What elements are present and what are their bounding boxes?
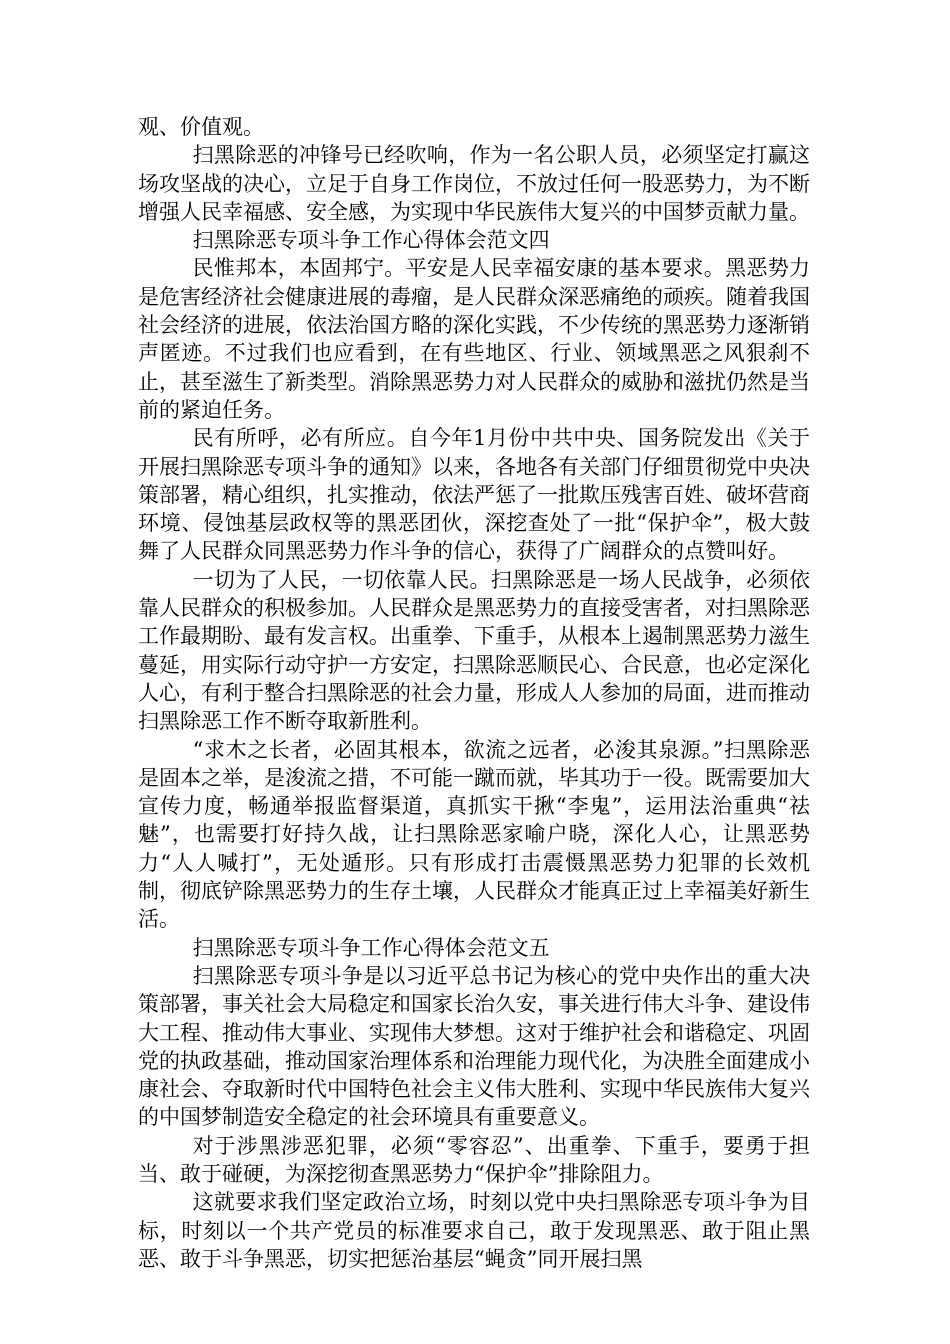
paragraph: 一切为了人民，一切依靠人民。扫黑除恶是一场人民战争，必须依靠人民群众的积极参加。人民群众是黑恶势力的直接受害者，对扫黑除恶工作最期盼、最有发言权。出重拳、下重手，从根本上遏制黑恶势力滋生蔓延，用实际行动守护一方安定，扫黑除恶顺民心、合民意，也必定深化人心，有利于整合扫黑除恶的社会力量，形成人人参加的局面，进而推动扫黑除恶工作不断夺取新胜利。	[138, 567, 810, 734]
paragraph: 扫黑除恶专项斗争是以习近平总书记为核心的党中央作出的重大决策部署，事关社会大局稳定和国家长治久安，事关进行伟大斗争、建设伟大工程、推动伟大事业、实现伟大梦想。这对于维护社会和谐稳定、巩固党的执政基础，推动国家治理体系和治理能力现代化，为决胜全面建成小康社会、夺取新时代中国特色社会主义伟大胜利、实现中华民族伟大复兴的中国梦制造安全稳定的社会环境具有重要意义。	[138, 963, 810, 1130]
paragraph: 民惟邦本，本固邦宁。平安是人民幸福安康的基本要求。黑恶势力是危害经济社会健康进展的毒瘤，是人民群众深恶痛绝的顽疾。随着我国社会经济的进展，依法治国方略的深化实践，不少传统的黑恶势力逐渐销声匿迹。不过我们也应看到，在有些地区、行业、领域黑恶之风狠刹不止，甚至滋生了新类型。消除黑恶势力对人民群众的威胁和滋扰仍然是当前的紧迫任务。	[138, 256, 810, 422]
paragraph-continuation: 观、价值观。	[138, 115, 264, 139]
section-heading-5: 扫黑除恶专项斗争工作心得体会范文五	[192, 935, 550, 960]
paragraph: 这就要求我们坚定政治立场，时刻以党中央扫黑除恶专项斗争为目标，时刻以一个共产党员的标准要求自己，敢于发现黑恶、敢于阻止黑恶、敢于斗争黑恶，切实把惩治基层“蝇贪”同开展扫黑	[138, 1190, 810, 1271]
paragraph: 扫黑除恶的冲锋号已经吹响，作为一名公职人员，必须坚定打赢这场攻坚战的决心，立足于自身工作岗位，不放过任何一股恶势力，为不断增强人民幸福感、安全感，为实现中华民族伟大复兴的中国梦贡献力量。	[138, 143, 810, 224]
paragraph: 民有所呼，必有所应。自今年1月份中共中央、国务院发出《关于开展扫黑除恶专项斗争的通知》以来，各地各有关部门仔细贯彻党中央决策部署，精心组织，扎实推动，依法严惩了一批欺压残害百姓、破坏营商环境、侵蚀基层政权等的黑恶团伙，深挖查处了一批“保护伞”，极大鼓舞了人民群众同黑恶势力作斗争的信心，获得了广阔群众的点赞叫好。	[138, 426, 810, 564]
document-page	[138, 113, 810, 1273]
paragraph: 对于涉黑涉恶犯罪，必须“零容忍”、出重拳、下重手，要勇于担当、敢于碰硬，为深挖彻查黑恶势力“保护伞”排除阻力。	[138, 1133, 810, 1186]
paragraph: “求木之长者，必固其根本，欲流之远者，必浚其泉源。”扫黑除恶是固本之举，是浚流之措，不可能一蹴而就，毕其功于一役。既需要加大宣传力度，畅通举报监督渠道，真抓实干揪“李鬼”，运用法治重典“祛魅”，也需要打好持久战，让扫黑除恶家喻户晓，深化人心，让黑恶势力“人人喊打”，无处遁形。只有形成打击震慑黑恶势力犯罪的长效机制，彻底铲除黑恶势力的生存土壤，人民群众才能真正过上幸福美好新生活。	[138, 737, 810, 932]
section-heading-4: 扫黑除恶专项斗争工作心得体会范文四	[192, 228, 550, 253]
